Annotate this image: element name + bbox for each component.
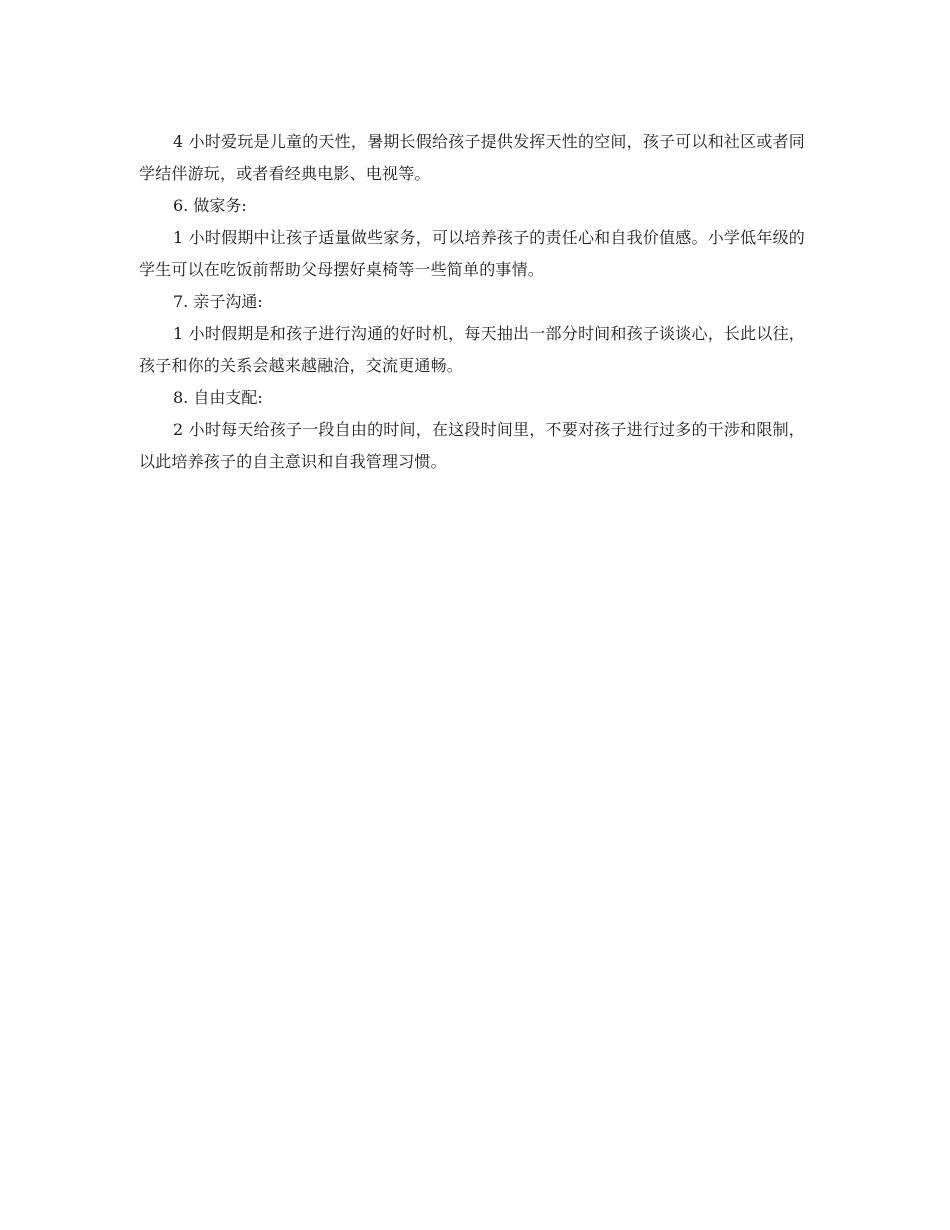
paragraph-free-time: 2 小时每天给孩子一段自由的时间，在这段时间里，不要对孩子进行过多的干涉和限制，以此培养孩子的自主意识和自我管理习惯。 (139, 420, 805, 471)
document-page (139, 126, 805, 478)
heading-housework: 6. 做家务: (173, 196, 247, 215)
paragraph-communication: 1 小时假期是和孩子进行沟通的好时机，每天抽出一部分时间和孩子谈谈心，长此以往，孩子和你的关系会越来越融洽，交流更通畅。 (139, 324, 805, 375)
paragraph-play: 4 小时爱玩是儿童的天性，暑期长假给孩子提供发挥天性的空间，孩子可以和社区或者同学结伴游玩，或者看经典电影、电视等。 (139, 132, 805, 183)
paragraph-housework: 1 小时假期中让孩子适量做些家务，可以培养孩子的责任心和自我价值感。小学低年级的学生可以在吃饭前帮助父母摆好桌椅等一些简单的事情。 (139, 228, 805, 279)
heading-communication: 7. 亲子沟通: (173, 292, 263, 311)
heading-free-time: 8. 自由支配: (173, 388, 263, 407)
